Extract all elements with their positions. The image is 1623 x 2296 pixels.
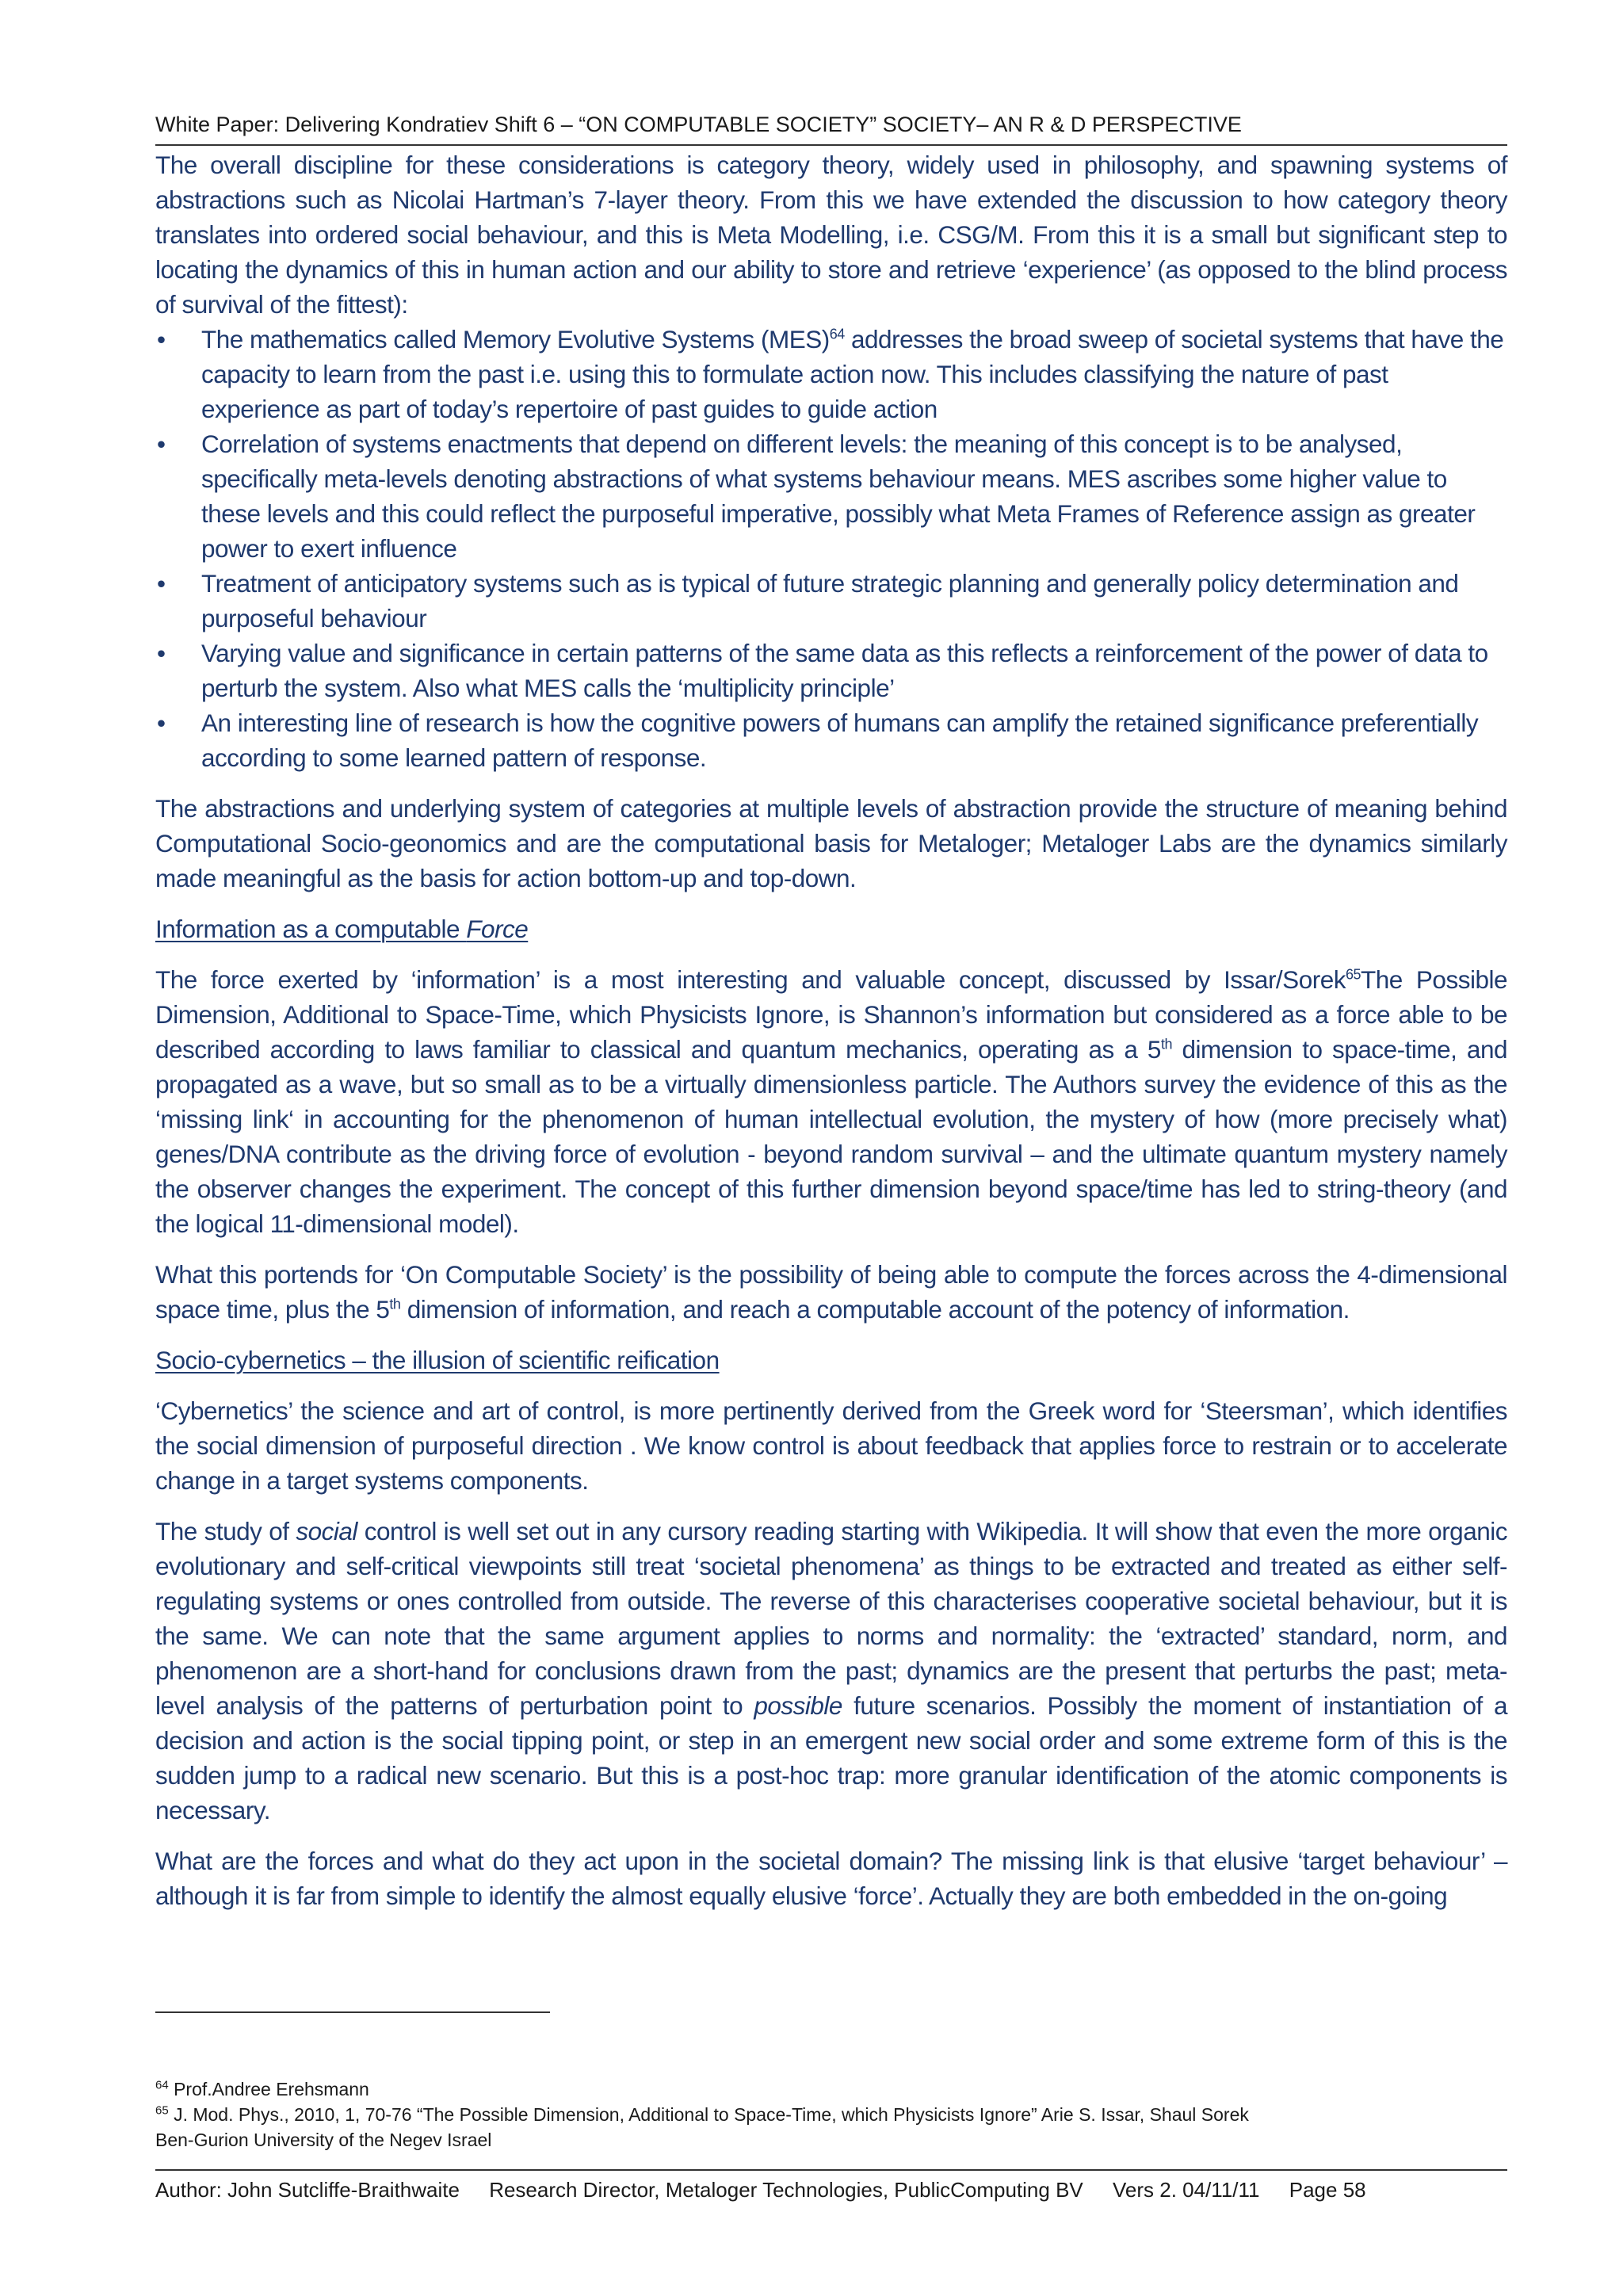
bullet-text: Varying value and significance in certain patterns of the same data as this reflects a reinforcement of the power of data to perturb the system. Also what MES calls the ‘multiplicity principle’ [201, 639, 1488, 702]
paragraph-text: control is well set out in any cursory reading starting with Wikipedia. It will show that even the more organic evolutionary and self-critical viewpoints still treat ‘societal phenomena’ as things to be extracted and treated as either self-regulating systems or ones controlled from outside. The reverse of this characterises cooperative societal behaviour, but it is the same. We can note that the same argument applies to norms and normality: the ‘extracted’ standard, norm, and phenomenon are a short-hand for conclusions drawn from the past; dynamics are the present that perturbs the past; meta-level analysis of the patterns of perturbation point to [155, 1517, 1507, 1720]
footnote-65-continued: Ben-Gurion University of the Negev Israel [155, 2130, 492, 2150]
bullet-icon: • [157, 569, 166, 598]
footer-author: Author: John Sutcliffe-Braithwaite [155, 2178, 460, 2202]
information-paragraph-2 [155, 1257, 1507, 1327]
page-header: White Paper: Delivering Kondratiev Shift 6 – “ON COMPUTABLE SOCIETY” SOCIETY– AN R & D PERSPECTIVE [155, 113, 1242, 136]
paragraph-text: The force exerted by ‘information’ is a most interesting and valuable concept, discussed by Issar/Sorek [155, 965, 1346, 994]
bullet-icon: • [157, 709, 166, 737]
footer-role: Research Director, Metaloger Technologies, PublicComputing BV [489, 2178, 1083, 2202]
list-item [155, 322, 1507, 426]
ordinal-superscript: th [389, 1296, 401, 1312]
bullet-text: Treatment of anticipatory systems such as is typical of future strategic planning and generally policy determination and purposeful behaviour [201, 569, 1459, 632]
footnote-number: 65 [155, 2103, 169, 2118]
bullet-text: The mathematics called Memory Evolutive Systems (MES) [201, 325, 830, 353]
header-divider [155, 144, 1507, 146]
footnotes [155, 2076, 1249, 2153]
footer-page-number: Page 58 [1289, 2178, 1366, 2202]
footnote-number: 64 [155, 2078, 169, 2092]
footnote-text: Prof.Andree Erehsmann [168, 2079, 369, 2099]
footnote-text: J. Mod. Phys., 2010, 1, 70-76 “The Possible Dimension, Additional to Space-Time, which Physicists Ignore” Arie S. Issar, Shaul Sorek [168, 2104, 1249, 2125]
footnote-divider [155, 2011, 550, 2013]
socio-paragraph-2 [155, 1514, 1507, 1828]
footnote-64 [155, 2076, 1249, 2102]
paragraph-text: future scenarios. Possibly the moment of instantiation of a decision and action is the social tipping point, or step in an emergent new social order and some extreme form of this is the sudden jump to a radical new scenario. But this is a post-hoc trap: more granular identification of the atomic components is necessary. [155, 1691, 1507, 1824]
paragraph-text: The Possible Dimension, Additional to Space-Time, which Physicists Ignore, is Shannon’s information but considered as a force able to be described according to laws familiar to classical and quantum mechanics, operating as a 5 [155, 965, 1507, 1064]
footnote-65 [155, 2102, 1249, 2127]
bullet-text: An interesting line of research is how the cognitive powers of humans can amplify the retained significance preferentially according to some learned pattern of response. [201, 709, 1479, 772]
paragraph-text: dimension of information, and reach a computable account of the potency of information. [400, 1295, 1350, 1324]
heading-italic-text: Force [466, 915, 529, 943]
list-item [155, 636, 1507, 705]
heading-text: Information as a computable [155, 915, 467, 943]
bullet-text: addresses the broad sweep of societal systems that have the capacity to learn from the past i.e. using this to formulate action now. This includes classifying the nature of past experience as part of today’s repertoire of past guides to guide action [201, 325, 1504, 423]
list-item [155, 566, 1507, 636]
footnote-ref[interactable]: 64 [829, 326, 845, 342]
paragraph-text: What this portends for ‘On Computable Society’ is the possibility of being able to compute the forces across the 4-dimensional space time, plus the 5 [155, 1260, 1507, 1324]
footer-version: Vers 2. 04/11/11 [1113, 2178, 1260, 2202]
information-paragraph-1 [155, 962, 1507, 1241]
paragraph-text: The study of [155, 1517, 296, 1545]
footnote-ref[interactable]: 65 [1345, 966, 1361, 983]
bullet-text: Correlation of systems enactments that depend on different levels: the meaning of this concept is to be analysed, specifically meta-levels denoting abstractions of what systems behaviour means. MES ascribes some higher value to these levels and this could reflect the purposeful imperative, possibly what Meta Frames of Reference assign as greater power to exert influence [201, 430, 1476, 563]
italic-text: possible [754, 1691, 842, 1720]
list-item [155, 426, 1507, 566]
intro-paragraph: The overall discipline for these considerations is category theory, widely used in philosophy, and spawning systems of abstractions such as Nicolai Hartman’s 7-layer theory. From this we have extended the discussion to how category theory translates into ordered social behaviour, and this is Meta Modelling, i.e. CSG/M. From this it is a small but significant step to locating the dynamics of this in human action and our ability to store and retrieve ‘experience’ (as opposed to the blind process of survival of the fittest): [155, 151, 1507, 319]
footer-divider [155, 2169, 1507, 2171]
bullet-icon: • [157, 639, 166, 667]
page-body [155, 147, 1507, 1929]
bullet-icon: • [157, 325, 166, 353]
paragraph-text: dimension to space-time, and propagated as a wave, but so small as to be a virtually dimensionless particle. The Authors survey the evidence of this as the ‘missing link‘ in accounting for the phenomenon of human intellectual evolution, the mystery of how (more precisely what) genes/DNA contribute as the driving force of evolution - beyond random survival – and the ultimate quantum mystery namely the observer changes the experiment. The concept of this further dimension beyond space/time has led to string-theory (and the logical 11-dimensional model). [155, 1035, 1507, 1238]
mes-bullet-list [155, 322, 1507, 775]
ordinal-superscript: th [1160, 1036, 1172, 1052]
socio-paragraph-1: ‘Cybernetics’ the science and art of control, is more pertinently derived from the Greek word for ‘Steersman’, which identifies the social dimension of purposeful direction . We know control is about feedback that applies force to restrain or to accelerate change in a target systems components. [155, 1396, 1507, 1495]
section-heading-information [155, 911, 1507, 946]
bullet-icon: • [157, 430, 166, 458]
list-item [155, 705, 1507, 775]
italic-text: social [296, 1517, 357, 1545]
socio-paragraph-3: What are the forces and what do they act upon in the societal domain? The missing link is that elusive ‘target behaviour’ – although it is far from simple to identify the almost equally elusive ‘force’. Actually they are both embedded in the on-going [155, 1847, 1507, 1910]
abstractions-paragraph: The abstractions and underlying system of categories at multiple levels of abstraction provide the structure of meaning behind Computational Socio-geonomics and are the computational basis for Metaloger; Metaloger Labs are the dynamics similarly made meaningful as the basis for action bottom-up and top-down. [155, 794, 1507, 892]
page-footer [155, 2178, 1366, 2202]
section-heading-socio-cybernetics: Socio-cybernetics – the illusion of scientific reification [155, 1346, 720, 1374]
